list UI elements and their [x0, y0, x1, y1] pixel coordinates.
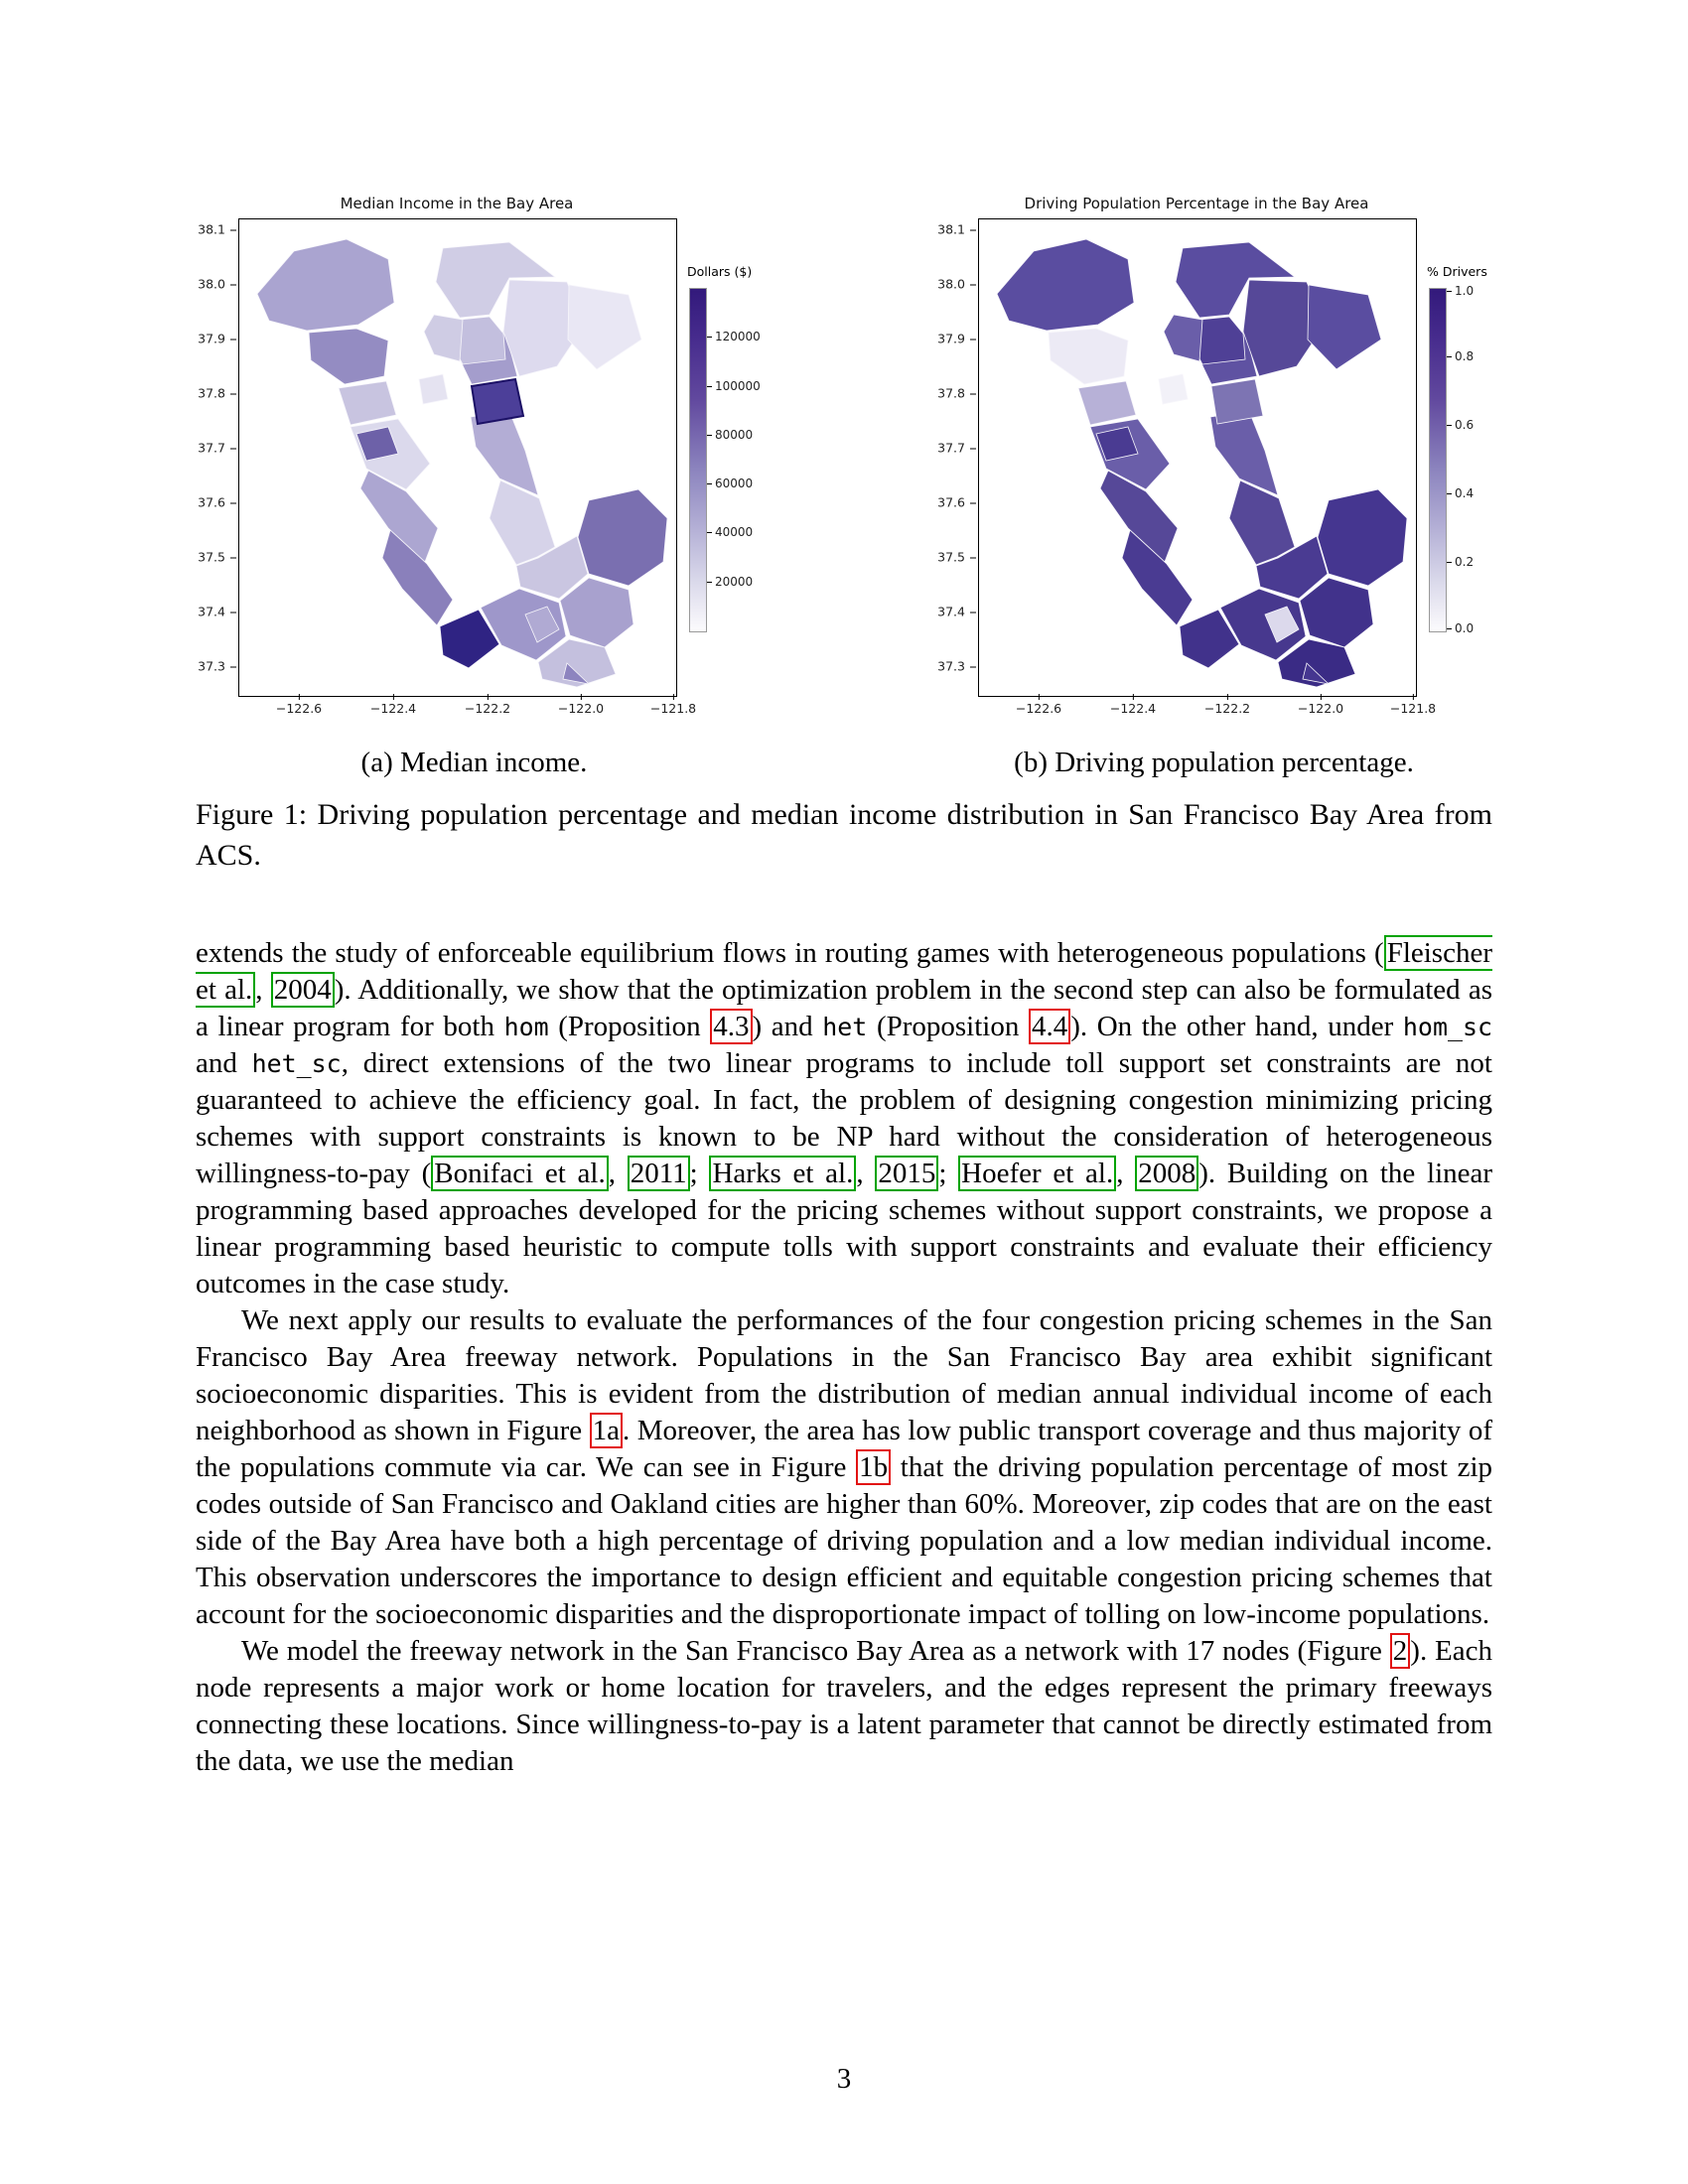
- figure-1a-plot: [238, 218, 677, 697]
- citation-link[interactable]: Hoefer et al.: [958, 1156, 1116, 1191]
- x-tick-label: −122.4: [1109, 701, 1157, 716]
- text-run: We next apply our results to evaluate the performances of the four congestion pricing schemes in the San Francisco Bay Area freeway network. Populations in the San Francisco Bay area exhibit significant socioeconomic disparities. This is evident from the distribution of median annual individual income of each neighborhood as shown in Figure: [196, 1304, 1492, 1446]
- colorbar-ticks: [707, 288, 767, 630]
- figure-1a-title: Median Income in the Bay Area: [340, 195, 574, 212]
- figure-1b-y-axis: [933, 218, 973, 695]
- colorbar-tick-label: 0.8: [1455, 349, 1475, 363]
- choropleth-map-median-income: [239, 219, 676, 696]
- y-tick-label: 37.3: [937, 658, 965, 674]
- colorbar-tick-label: 0.4: [1455, 486, 1475, 500]
- x-tick-label: −121.8: [1389, 701, 1437, 716]
- colorbar-tick-label: 20000: [715, 575, 754, 589]
- x-tick-label: −122.0: [1297, 701, 1344, 716]
- x-tick-label: −122.2: [464, 701, 511, 716]
- y-tick-label: 38.1: [198, 221, 225, 237]
- text-run: ). On the other hand, under: [1070, 1011, 1403, 1042]
- y-tick-label: 37.3: [198, 658, 225, 674]
- figure-1a-y-axis: [194, 218, 233, 695]
- figure-1a: [194, 195, 761, 790]
- body-text: [196, 935, 1492, 1780]
- figure-1b-plot: [978, 218, 1417, 697]
- scheme-name: het_sc: [251, 1049, 342, 1078]
- text-run: ,: [1116, 1158, 1136, 1189]
- text-run: ;: [938, 1158, 959, 1189]
- y-tick-label: 37.6: [937, 494, 965, 510]
- colorbar-tick-label: 80000: [715, 428, 754, 442]
- colorbar-tick-label: 1.0: [1455, 284, 1475, 298]
- colorbar-label: % Drivers: [1427, 264, 1487, 279]
- figure-1b-x-axis: [978, 701, 1437, 721]
- text-run: . Moreover, the area has low public transport coverage and thus majority of the populations commute via car. We can see in Figure: [196, 1415, 1492, 1483]
- scheme-name: het: [822, 1013, 868, 1041]
- citation-link[interactable]: 2004: [271, 972, 335, 1008]
- colorbar-ticks: [1447, 284, 1506, 635]
- x-tick-label: −122.6: [1015, 701, 1062, 716]
- y-tick-label: 37.5: [937, 549, 965, 565]
- y-tick-label: 37.8: [937, 385, 965, 401]
- text-run: We model the freeway network in the San Francisco Bay Area as a network with 17 nodes (Figure: [241, 1635, 1390, 1667]
- text-run: ). Each node represents a major work or home location for travelers, and the edges represent the primary freeways connecting these locations. Since willingness-to-pay is a latent parameter that cannot be directly estimated from the data, we use the median: [196, 1635, 1492, 1777]
- y-tick-label: 38.1: [937, 221, 965, 237]
- y-tick-label: 37.4: [198, 604, 225, 619]
- citation-link[interactable]: 2011: [628, 1156, 690, 1191]
- citation-link[interactable]: 2015: [875, 1156, 938, 1191]
- text-run: ). Building on the linear programming based approaches developed for the pricing schemes without support constraints, we propose a linear programming based heuristic to compute tolls with support constraints and evaluate their efficiency outcomes in the case study.: [196, 1158, 1493, 1299]
- colorbar-tick-label: 0.2: [1455, 555, 1475, 569]
- y-tick-label: 37.4: [937, 604, 965, 619]
- x-tick-label: −122.4: [369, 701, 417, 716]
- text-run: that the driving population percentage of most zip codes outside of San Francisco and Oakland cities are higher than 60%. Moreover, zip codes that are on the east side of the Bay Area have both a high percentage of driving population and a low median individual income. This observation underscores the importance to design efficient and equitable congestion pricing schemes that account for the socioeconomic disparities and the disproportionate impact of tolling on low-income populations.: [196, 1451, 1493, 1630]
- internal-ref-link[interactable]: 4.4: [1029, 1009, 1070, 1044]
- internal-ref-link[interactable]: 2: [1390, 1633, 1411, 1669]
- colorbar-tick-label: 60000: [715, 477, 754, 490]
- choropleth-map-driving-percentage: [979, 219, 1416, 696]
- paragraph: [196, 935, 1492, 1302]
- colorbar-gradient: [689, 288, 707, 632]
- x-tick-label: −122.0: [557, 701, 605, 716]
- colorbar-tick-label: 100000: [715, 379, 761, 393]
- colorbar-tick-label: 40000: [715, 525, 754, 539]
- internal-ref-link[interactable]: 1a: [590, 1413, 623, 1448]
- text-run: ). Additionally, we show that the optimization problem in the second step can also be formulated as a linear program for both: [196, 974, 1493, 1042]
- subcaption-b: (b) Driving population percentage.: [1014, 747, 1414, 778]
- y-tick-label: 37.8: [198, 385, 225, 401]
- text-run: and: [196, 1047, 252, 1079]
- figure-1b-title: Driving Population Percentage in the Bay Area: [1024, 195, 1369, 212]
- citation-link[interactable]: Bonifaci et al.: [431, 1156, 608, 1191]
- page-number: 3: [836, 2063, 852, 2095]
- text-run: ,: [856, 1158, 876, 1189]
- figure-1a-x-axis: [238, 701, 697, 721]
- paragraph: [196, 1633, 1492, 1780]
- y-tick-label: 37.7: [937, 440, 965, 456]
- text-run: , direct extensions of the two linear programs to include toll support set constraints are not guaranteed to achieve the efficiency goal. In fact, the problem of designing congestion minimizing pricing schemes with support constraints is known to be NP hard without the consideration of heterogeneous willingness-to-pay (: [196, 1047, 1492, 1189]
- scheme-name: hom: [503, 1013, 549, 1041]
- text-run: ,: [255, 974, 271, 1006]
- citation-link[interactable]: Fleischer et al.: [196, 937, 1492, 1006]
- text-run: ) and: [752, 1011, 823, 1042]
- text-run: ;: [689, 1158, 710, 1189]
- scheme-name: hom_sc: [1402, 1013, 1493, 1041]
- y-tick-label: 37.5: [198, 549, 225, 565]
- colorbar-tick-label: 120000: [715, 330, 761, 343]
- y-tick-label: 38.0: [937, 276, 965, 292]
- figure-1: [194, 195, 1494, 790]
- y-tick-label: 37.6: [198, 494, 225, 510]
- y-tick-label: 37.9: [937, 331, 965, 346]
- colorbar-tick-label: 0.0: [1455, 621, 1475, 635]
- y-tick-label: 37.9: [198, 331, 225, 346]
- citation-link[interactable]: 2008: [1135, 1156, 1198, 1191]
- x-tick-label: −122.6: [275, 701, 323, 716]
- figure-1b: [933, 195, 1494, 790]
- subcaption-a: (a) Median income.: [360, 747, 588, 778]
- y-tick-label: 38.0: [198, 276, 225, 292]
- text-run: extends the study of enforceable equilibrium flows in routing games with heterogeneous populations (: [196, 937, 1384, 969]
- internal-ref-link[interactable]: 1b: [856, 1449, 891, 1485]
- paragraph: [196, 1302, 1492, 1633]
- colorbar-label: Dollars ($): [687, 264, 753, 279]
- text-run: (Proposition: [548, 1011, 711, 1042]
- figure-caption: Figure 1: Driving population percentage and median income distribution in San Francisco Bay Area from ACS.: [196, 798, 1492, 872]
- colorbar-tick-label: 0.6: [1455, 418, 1475, 432]
- text-run: ,: [608, 1158, 628, 1189]
- text-run: (Proposition: [867, 1011, 1029, 1042]
- colorbar-gradient: [1429, 288, 1447, 632]
- internal-ref-link[interactable]: 4.3: [710, 1009, 752, 1044]
- citation-link[interactable]: Harks et al.: [709, 1156, 856, 1191]
- x-tick-label: −122.2: [1203, 701, 1251, 716]
- x-tick-label: −121.8: [649, 701, 697, 716]
- y-tick-label: 37.7: [198, 440, 225, 456]
